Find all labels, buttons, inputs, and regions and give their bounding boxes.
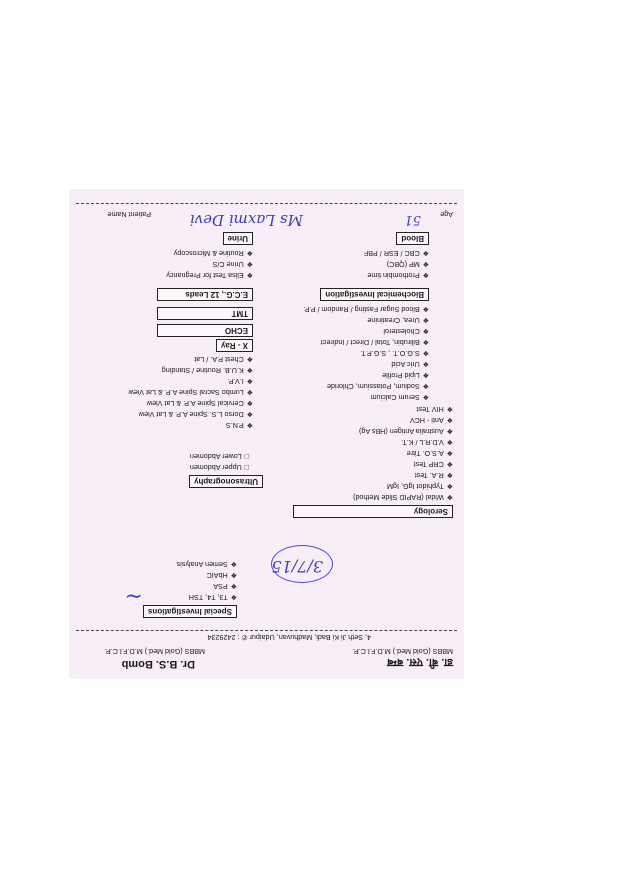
blood-item: ❖Prothombin time [367, 271, 429, 280]
biochem-item: ❖Cholesterol [383, 327, 429, 336]
serology-item: ❖Australia Antigen (HBs Ag) [359, 427, 453, 436]
biochem-item: ❖Urea, Creatinine [367, 316, 429, 325]
header-divider [76, 630, 457, 631]
qualification: MBBS (Gold Med.) M.D.F.I.C.P. [104, 647, 205, 656]
xray-item: ❖I.V.P. [227, 377, 253, 386]
xray-item: ❖P.N.S [225, 421, 253, 430]
tmt-header: TMT [157, 307, 253, 320]
serology-item: ❖A.S.O. Titre [406, 449, 453, 458]
serology-item: ❖Typhidot IgG, IgM [386, 482, 453, 491]
special-item: ❖HbAIC [206, 571, 237, 580]
xray-item: ❖Lumbo Sacral Spine A.P. & Lat View [128, 388, 253, 397]
urine-header: Urine [223, 232, 253, 245]
biochem-item: ❖Serum Calcium [370, 393, 429, 402]
serology-item: ❖Widal (RAPID Slide Method) [353, 493, 453, 502]
xray-item: ❖K.U.B. Routine / Standing [161, 366, 253, 375]
biochem-item: ❖Blood Sugar Fasting / Random / P.P. [303, 305, 429, 314]
usg-item: □Upper Abdomen [189, 463, 249, 472]
serology-item: ❖R.A. Test [414, 471, 453, 480]
echo-header: ECHO [157, 324, 253, 337]
serology-header: Serology [293, 505, 453, 518]
serology-item: ❖CRP Test [413, 460, 453, 469]
xray-item: ❖Dorso L.S. Spine A.P. & Lat View [138, 410, 253, 419]
blood-item: ❖MP (QBC) [386, 260, 429, 269]
special-item: ❖Semen Analysis [176, 560, 237, 569]
age-value: 51 [404, 212, 421, 227]
biochem-item: ❖Sodium, Potassium, Chloride [327, 382, 429, 391]
special-item: ❖PSA [213, 582, 237, 591]
special-item: ❖T3, T4, TSH [188, 593, 237, 602]
biochem-item: ❖Lipid Profile [382, 371, 429, 380]
blood-header: Blood [396, 232, 429, 245]
patient-name-value: Ms Laxmi Devi [189, 211, 303, 229]
urine-item: ❖Routine & Microscopy [173, 249, 253, 258]
xray-item: ❖Cervical Spine A.P. & Lat View [146, 399, 253, 408]
clinic-address: 4, Seth Ji Ki Badi, Madhuvan, Udaipur ✆ : 2429234 [207, 633, 371, 642]
biochem-item: ❖Bilirubin, Total / Direct / Indirect [320, 338, 429, 347]
biochemical-header: Biochemical Investigation [320, 288, 429, 301]
blood-item: ❖CBC / ESR / PBF [363, 249, 429, 258]
doctor-name: Dr. B.S. Bomb [121, 658, 195, 670]
serology-item: ❖Anti - HCV [409, 416, 453, 425]
patient-name-label: Patient Name [107, 210, 151, 219]
xray-item: ❖Chest P.A. / Lat [194, 355, 253, 364]
lab-requisition-slip [70, 190, 463, 678]
serology-item: ❖HIV Test [416, 405, 453, 414]
doctor-name-hindi: डा. बी. एस. बम्ब [387, 656, 453, 668]
urine-item: ❖Urine C/S [212, 260, 253, 269]
serology-item: ❖V.D.R.L / K.T. [401, 438, 453, 447]
qualification-left: MBBS (Gold Med.) M.D.F.I.C.P. [352, 647, 453, 656]
biochem-item: ❖S.G.O.T. , S.G.P.T. [360, 349, 429, 358]
xray-header: X - Ray [216, 339, 253, 352]
special-investigations-header: Special Investigations [143, 605, 237, 618]
handwritten-scribble: ~ [124, 583, 143, 608]
biochem-item: ❖Uric Acid [391, 360, 429, 369]
urine-item: ❖Elisa Test for Pregnancy [166, 271, 253, 280]
footer-divider [76, 203, 457, 204]
usg-item: □Lower Abdomen [189, 452, 249, 461]
ecg-header: E.C.G., 12 Leads [157, 288, 253, 301]
ultrasonography-header: Ultrasonography [189, 475, 263, 488]
age-label: Age [440, 210, 453, 219]
handwritten-note: 3/7/15 [271, 557, 323, 576]
